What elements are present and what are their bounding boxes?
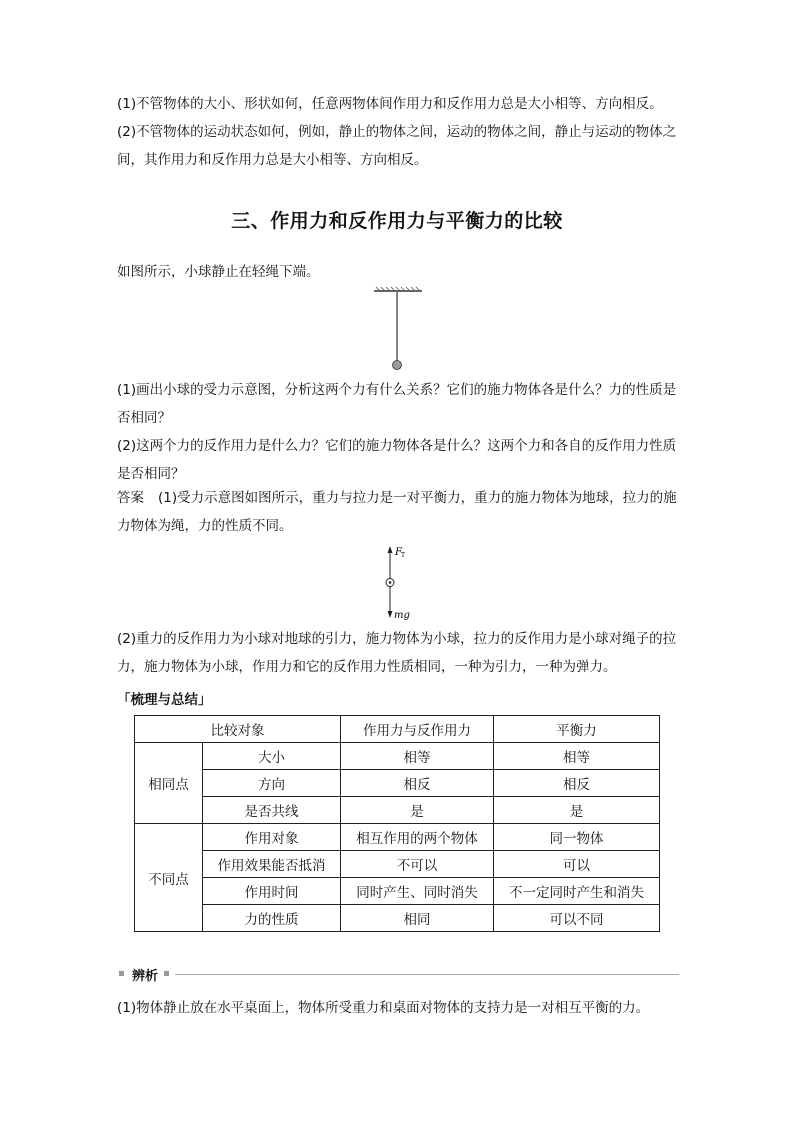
table-cell: 相反: [494, 770, 660, 797]
table-row: [135, 851, 660, 878]
table-cell: 是: [341, 797, 494, 824]
summary-tag: 「梳理与总结」: [117, 692, 212, 708]
answer-1: [117, 484, 679, 540]
table-row: [135, 743, 660, 770]
table-cell: 作用对象: [203, 824, 341, 851]
ball: [393, 361, 402, 370]
table-cell: 相等: [341, 743, 494, 770]
table-row: [135, 797, 660, 824]
table-cell: 方向: [203, 770, 341, 797]
table-cell: 相互作用的两个物体: [341, 824, 494, 851]
pendulum-figure: [370, 286, 426, 372]
table-cell: 作用效果能否抵消: [203, 851, 341, 878]
table-row: [135, 878, 660, 905]
group-diff-cell: 不同点: [135, 824, 203, 932]
force-diagram: [376, 543, 426, 623]
tension-arrowhead: [388, 546, 393, 553]
table-header-row: [135, 716, 660, 743]
table-cell: 相等: [494, 743, 660, 770]
question-2: (2)这两个力的反作用力是什么力？它们的施力物体各是什么？这两个力和各自的反作用力性质是否相同？: [117, 438, 677, 482]
section-title: 三、作用力和反作用力与平衡力的比较: [231, 210, 563, 232]
table-cell: 力的性质: [203, 905, 341, 932]
table-header-cell: 作用力与反作用力: [341, 716, 494, 743]
discuss-title: 辨析: [132, 969, 159, 984]
table-cell: 不可以: [341, 851, 494, 878]
table-cell: 不一定同时产生和消失: [494, 878, 660, 905]
square-bullet-icon: [119, 971, 124, 976]
intro-line-1: (1)不管物体的大小、形状如何，任意两物体间作用力和反作用力总是大小相等、方向相反。: [117, 96, 663, 112]
table-cell: 大小: [203, 743, 341, 770]
table-row: [135, 905, 660, 932]
answer-label: 答案: [117, 490, 144, 506]
tension-label: F: [395, 547, 402, 558]
table-cell: 是否共线: [203, 797, 341, 824]
table-cell: 同时产生、同时消失: [341, 878, 494, 905]
answer-2: (2)重力的反作用力为小球对地球的引力，施力物体为小球，拉力的反作用力是小球对绳子的拉力，施力物体为小球，作用力和它的反作用力性质相同，一种为引力，一种为弹力。: [117, 631, 677, 675]
table-row: [135, 824, 660, 851]
table-cell: 同一物体: [494, 824, 660, 851]
square-bullet-icon: [164, 971, 169, 976]
table-header-cell: 平衡力: [494, 716, 660, 743]
example-intro: 如图所示，小球静止在轻绳下端。: [117, 264, 320, 280]
table-header-cell: 比较对象: [135, 716, 341, 743]
tension-sub: T: [401, 552, 406, 559]
table-cell: 可以不同: [494, 905, 660, 932]
discuss-header: [117, 966, 679, 982]
table-cell: 是: [494, 797, 660, 824]
gravity-label: mg: [394, 610, 410, 621]
table-cell: 作用时间: [203, 878, 341, 905]
table-cell: 相反: [341, 770, 494, 797]
gravity-arrowhead: [388, 611, 393, 618]
table-cell: 相同: [341, 905, 494, 932]
answer-1-text: (1)受力示意图如图所示，重力与拉力是一对平衡力，重力的施力物体为地球，拉力的施力物体为绳，力的性质不同。: [117, 490, 677, 534]
discuss-divider: [175, 974, 679, 975]
question-1: (1)画出小球的受力示意图，分析这两个力有什么关系？它们的施力物体各是什么？力的性质是否相同？: [117, 382, 677, 426]
intro-line-2: (2)不管物体的运动状态如何，例如，静止的物体之间，运动的物体之间，静止与运动的物体之间，其作用力和反作用力总是大小相等、方向相反。: [117, 124, 677, 168]
discuss-item-1: (1)物体静止放在水平桌面上，物体所受重力和桌面对物体的支持力是一对相互平衡的力。: [117, 1000, 650, 1016]
table-cell: 可以: [494, 851, 660, 878]
comparison-table: [134, 715, 660, 932]
table-row: [135, 770, 660, 797]
group-same-cell: 相同点: [135, 743, 203, 824]
